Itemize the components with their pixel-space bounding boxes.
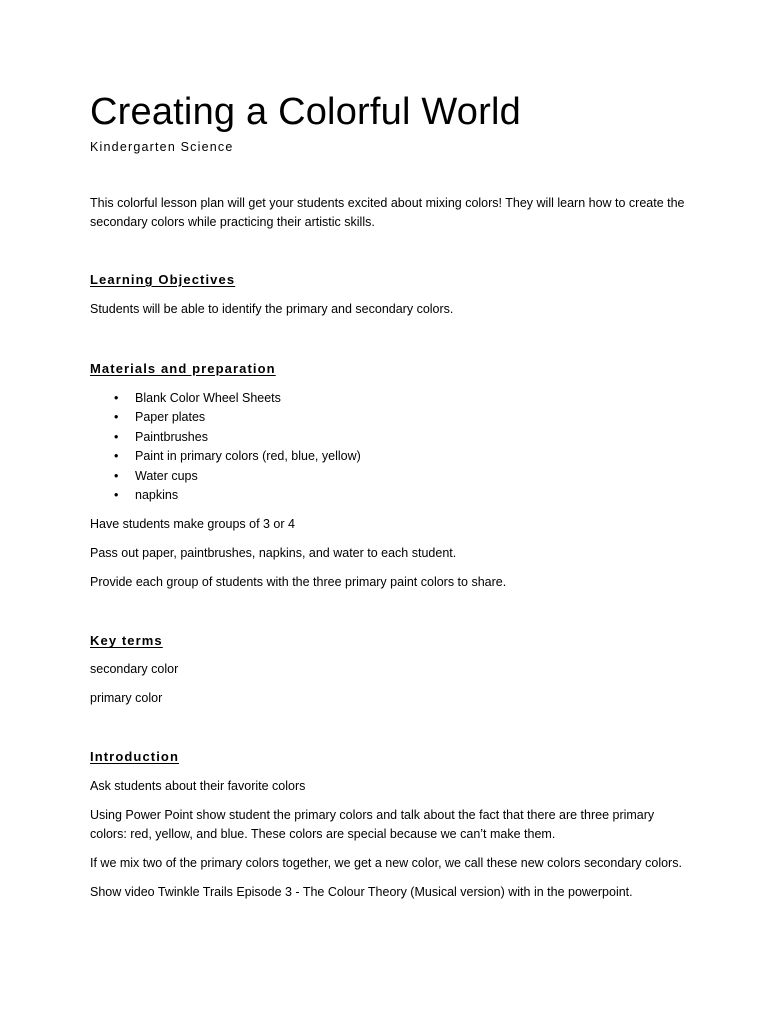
list-item: • Water cups <box>90 467 690 486</box>
key-term: secondary color <box>90 662 179 677</box>
list-item: • napkins <box>90 486 690 505</box>
intro-paragraph: This colorful lesson plan will get your students excited about mixing colors! They will learn how to create the secondary colors while practicing their artistic skills. <box>90 196 685 229</box>
list-item: • Paintbrushes <box>90 428 690 447</box>
materials-list <box>90 389 690 505</box>
preparation-step: Pass out paper, paintbrushes, napkins, and water to each student. <box>90 546 457 561</box>
objectives-text: Students will be able to identify the primary and secondary colors. <box>90 302 454 316</box>
introduction-paragraph: Ask students about their favorite colors <box>90 779 306 794</box>
introduction-paragraph: Show video Twinkle Trails Episode 3 - The Colour Theory (Musical version) with in the powerpoint. <box>90 885 633 900</box>
introduction-paragraph: Using Power Point show student the primary colors and talk about the fact that there are three primary colors: red, yellow, and blue. These colors are special because we can’t make them. <box>90 808 655 842</box>
list-item: • Paper plates <box>90 408 690 427</box>
preparation-step: Have students make groups of 3 or 4 <box>90 517 295 532</box>
introduction-heading: Introduction <box>90 749 180 765</box>
key-terms-heading: Key terms <box>90 633 163 649</box>
document-subtitle: Kindergarten Science <box>90 140 234 154</box>
introduction-paragraph: If we mix two of the primary colors together, we get a new color, we call these new colors secondary colors. <box>90 856 682 871</box>
key-term: primary color <box>90 691 163 706</box>
learning-objectives-heading: Learning Objectives <box>90 272 236 287</box>
preparation-step: Provide each group of students with the three primary paint colors to share. <box>90 575 507 590</box>
materials-heading: Materials and preparation <box>90 361 276 376</box>
lesson-document <box>90 88 690 902</box>
list-item: • Blank Color Wheel Sheets <box>90 389 690 408</box>
document-title: Creating a Colorful World <box>90 91 521 133</box>
list-item: • Paint in primary colors (red, blue, yellow) <box>90 447 690 466</box>
